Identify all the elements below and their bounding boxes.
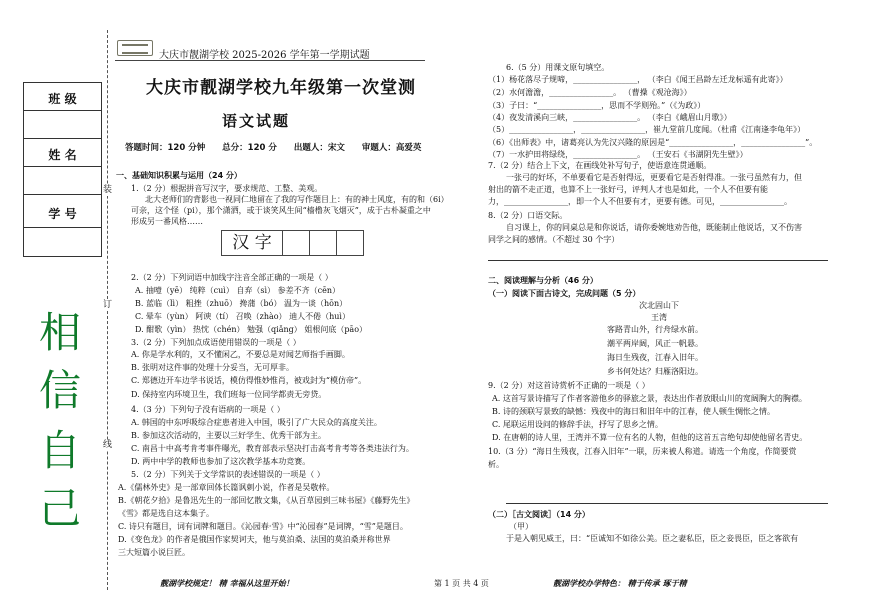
exam-setter: 出题人：宋文 [293,143,345,153]
q4-option-d: D. 两中中学的教师也参加了这次教学基本功竞赛。 [131,457,311,466]
q6-item-4: （4）夜发清溪向三峡，________________。 （李白《峨眉山月歌》） [488,113,732,122]
passage-jia-text: 于是入朝见威王，曰：“臣诚知不如徐公美。臣之妻私臣，臣之妾畏臣，臣之客欲有 [506,534,799,543]
q7-text: 一张弓的好坏，不单要看它是否射得远，更要看它是否射得准。一张弓虽然有力，但 [506,173,802,182]
seal-char-zhuang: 装 [102,185,112,195]
footer-right-slogan: 靓湖学校办学特色： 精于传承 琢于精 [553,578,687,588]
q7-heading: 7.（2 分）结合上下文，在画线处补写句子，使语意连贯通顺。 [488,161,712,170]
q2-option-d: D. 酣歌（yìn） 热忱（chén） 勉强（qiǎng） 姐根问底（pāo） [135,325,368,334]
q10-text-cont: 析。 [488,460,504,469]
id-field[interactable] [23,227,102,257]
poem-line: 潮平两岸阔，风正一帆悬。 [607,339,703,348]
section-1-heading: 一、基础知识积累与运用（24 分） [116,171,242,180]
school-header: 大庆市靓湖学校 2025-2026 学年第一学期试题 [159,50,370,61]
exam-info [125,141,435,153]
q6-item-7: （7）一水护田将绿绕，________________。 （王安石《书湖阴先生壁》） [488,150,748,159]
exam-score: 总分：120 分 [222,143,277,153]
q6-item-5: （5）________________，________________，崔九堂前几度闻。（杜甫《江南逢李龟年》） [488,125,806,134]
q5-option-b: B.《朝花夕拾》是鲁迅先生的一部回忆散文集，《从百草园到三味书屋》《藤野先生》 [118,496,415,505]
q7-text: 射出的箭不走正道，也算不上一张好弓，评判人才也是如此，一个人不但要有能 [488,185,768,194]
q1-line: 可亲，这个怪（pi），那个潇洒，或于谈笑风生间“樯橹灰飞烟灭”，成于古朴凝重之中 [131,206,431,215]
q9-option-c: C. 尾联运用设问的修辞手法，抒写了思乡之情。 [492,420,663,429]
q8-text: 同学之间的感情。（不超过 30 个字） [488,235,620,244]
q3-option-b: B. 张明对这件事的处理十分妥当，无可厚非。 [131,363,294,372]
seal-char-xian: 线 [102,440,112,450]
q9-heading: 9.（2 分）对这首诗赏析不正确的一项是（ ） [488,381,650,390]
motto-char-3: 自 [38,426,81,475]
q7-text: 力，________________，即一个人不但要有才，更要有德。可见，________________。 [488,197,792,206]
exam-title: 大庆市靓湖学校九年级第一次堂测 [146,78,416,98]
school-logo-icon [117,40,153,56]
q5-option-d: D.《变色龙》的作者是俄国作家契诃夫，他与莫泊桑、法国的莫泊桑并称世界 [118,535,391,544]
footer-left-slogan: 靓湖学校规定！ 精 幸福从这里开始！ [160,578,294,588]
q9-option-a: A. 这首写景诗描写了作者客游他乡的驿旅之景，表达出作者放眼山川的宽阔胸大的胸襟。 [492,394,807,403]
q1-line: 形成另一番风格…… [131,217,203,226]
q8-heading: 8.（2 分）口语交际。 [488,211,568,220]
poem-line: 乡书何处达？归雁洛阳边。 [607,367,703,376]
exam-subtitle: 语文试题 [222,112,291,130]
q2-option-c: C. 晕车（yùn） 阿谀（tí） 召唤（zhào） 迪人不倦（huì） [135,312,350,321]
answer-box-2[interactable] [310,230,337,256]
header-divider [115,60,425,61]
q3-line: 3.（2 分）下列加点成语使用错误的一项是（ ） [131,338,301,347]
poem-author: 王湾 [651,313,667,322]
seal-char-ding: 订 [102,300,112,310]
q4-option-a: A. 韩国的中东呼吸综合症患者进入中国，吸引了广大民众的高度关注。 [131,418,382,427]
answer-box-3[interactable] [337,230,364,256]
poem-line: 海日生残夜，江春入旧年。 [607,353,703,362]
q10-text: 10.（3 分）“海日生残夜，江春入旧年”一联，历来被人称道。请选一个角度，作简要赏 [488,447,797,456]
q6-item-3: （3）子曰：“________________，思而不学则殆。”（《为政》） [488,101,706,110]
q2-option-a: A. 抽噎（yē） 纯粹（cuì） 自弃（sì） 参差不齐（cēn） [135,286,340,295]
q6-heading: 6.（5 分）用课文原句填空。 [506,63,610,72]
id-box: 学 号 [23,194,102,227]
q2-option-b: B. 蓝临（lì） 粗挫（zhuō） 搀蒲（bó） 温为一谈（hōn） [135,299,348,308]
q3-option-d: D. 保持室内环境卫生，我们班每一位同学都责无旁贷。 [131,390,327,399]
q3-option-a: A. 你是学水利的，又不懂闲乙，不要总是对闻艺师指手画脚。 [131,350,350,359]
hanzi-label-box: 汉 字 [221,230,283,256]
q1-line: 北大老师们的背影也一视同仁地留在了我的写作题目上：有的神士风度，有的和（6i） [145,195,449,204]
q6-item-2: （2）水何澹澹，________________。 （曹操《观沧海》） [488,88,692,97]
q8-text: 自习课上，你的同桌总是和你说话，请你委婉地劝告他，既能制止他说话，又不伤害 [506,223,802,232]
q5-option-c: C. 诗只有题目，词有词牌和题目。《沁园春·雪》中“沁园春”是词牌，“雪”是题目。 [118,522,408,531]
exam-reviewer: 审题人：高爱英 [361,143,422,153]
poem-line: 客路青山外，行舟绿水前。 [607,325,703,334]
name-field[interactable] [23,166,102,194]
motto-char-1: 相 [38,308,81,357]
q4-option-c: C. 南昌十中高考肯考事件曝光，教育部表示坚决打击高考肯考等各类违法行为。 [131,444,414,453]
q5-line: 5.（2 分）下列关于文学常识的表述错误的一项是（ ） [131,470,325,479]
q4-line: 4.（3 分）下列句子没有语病的一项是（ ） [131,405,285,414]
poem-title: 次北固山下 [639,301,679,310]
q5-option-d-cont: 三大短篇小说巨匠。 [118,548,190,557]
answer-box-1[interactable] [283,230,310,256]
class-box: 班 级 [23,82,102,110]
q1-line: 1.（2 分）根据拼音写汉字，要求规范、工整、美观。 [131,184,323,193]
q10-answer-line[interactable] [506,503,828,504]
q9-option-b: B. 诗的颈联写景致的缺憾：残夜中的海日和旧年中的江春，使人顿生惆怅之情。 [492,407,775,416]
q4-option-b: B. 参加这次活动的，主要以三好学生、优秀干部为主。 [131,431,326,440]
q3-option-c: C. 郑德边开车边学书说话，模仿得惟妙惟肖，被戏封为“模仿帝”。 [131,376,367,385]
q5-option-b-cont: 《雪》都是选自这本集子。 [118,509,214,518]
q9-option-d: D. 在唐朝的诗人里，王湾并不算一位有名的人物，但他的这首五言绝句却使他留名青史。 [492,433,808,442]
q6-item-1: （1）杨花落尽子规啼，________________， （李白《闻王昌龄左迁龙标遥有此寄》） [488,75,788,84]
q8-answer-line[interactable] [488,260,828,261]
passage-jia-label: （甲） [509,522,533,531]
name-box: 姓 名 [23,138,102,166]
section-2-1-heading: （一）阅读下面古诗文，完成问题（5 分） [488,289,641,298]
motto-char-2: 信 [38,366,81,415]
q6-item-6: （6）《出师表》中，诸葛亮认为先汉兴隆的原因是“________________，________________”。 [488,138,818,147]
section-2-heading: 二、阅读理解与分析（46 分） [488,276,598,285]
motto-char-4: 己 [38,484,81,533]
class-field[interactable] [23,110,102,138]
exam-time: 答题时间：120 分钟 [125,143,206,153]
page-number: 第 1 页 共 4 页 [434,579,489,588]
q2-line: 2.（2 分）下列词语中加线字注音全部正确的一项是（ ） [131,273,333,282]
q5-option-a: A.《儒林外史》是一部章回体长篇讽刺小说，作者是吴敬梓。 [118,483,335,492]
section-2-2-heading: （二）［古文阅读］（14 分） [488,510,590,519]
